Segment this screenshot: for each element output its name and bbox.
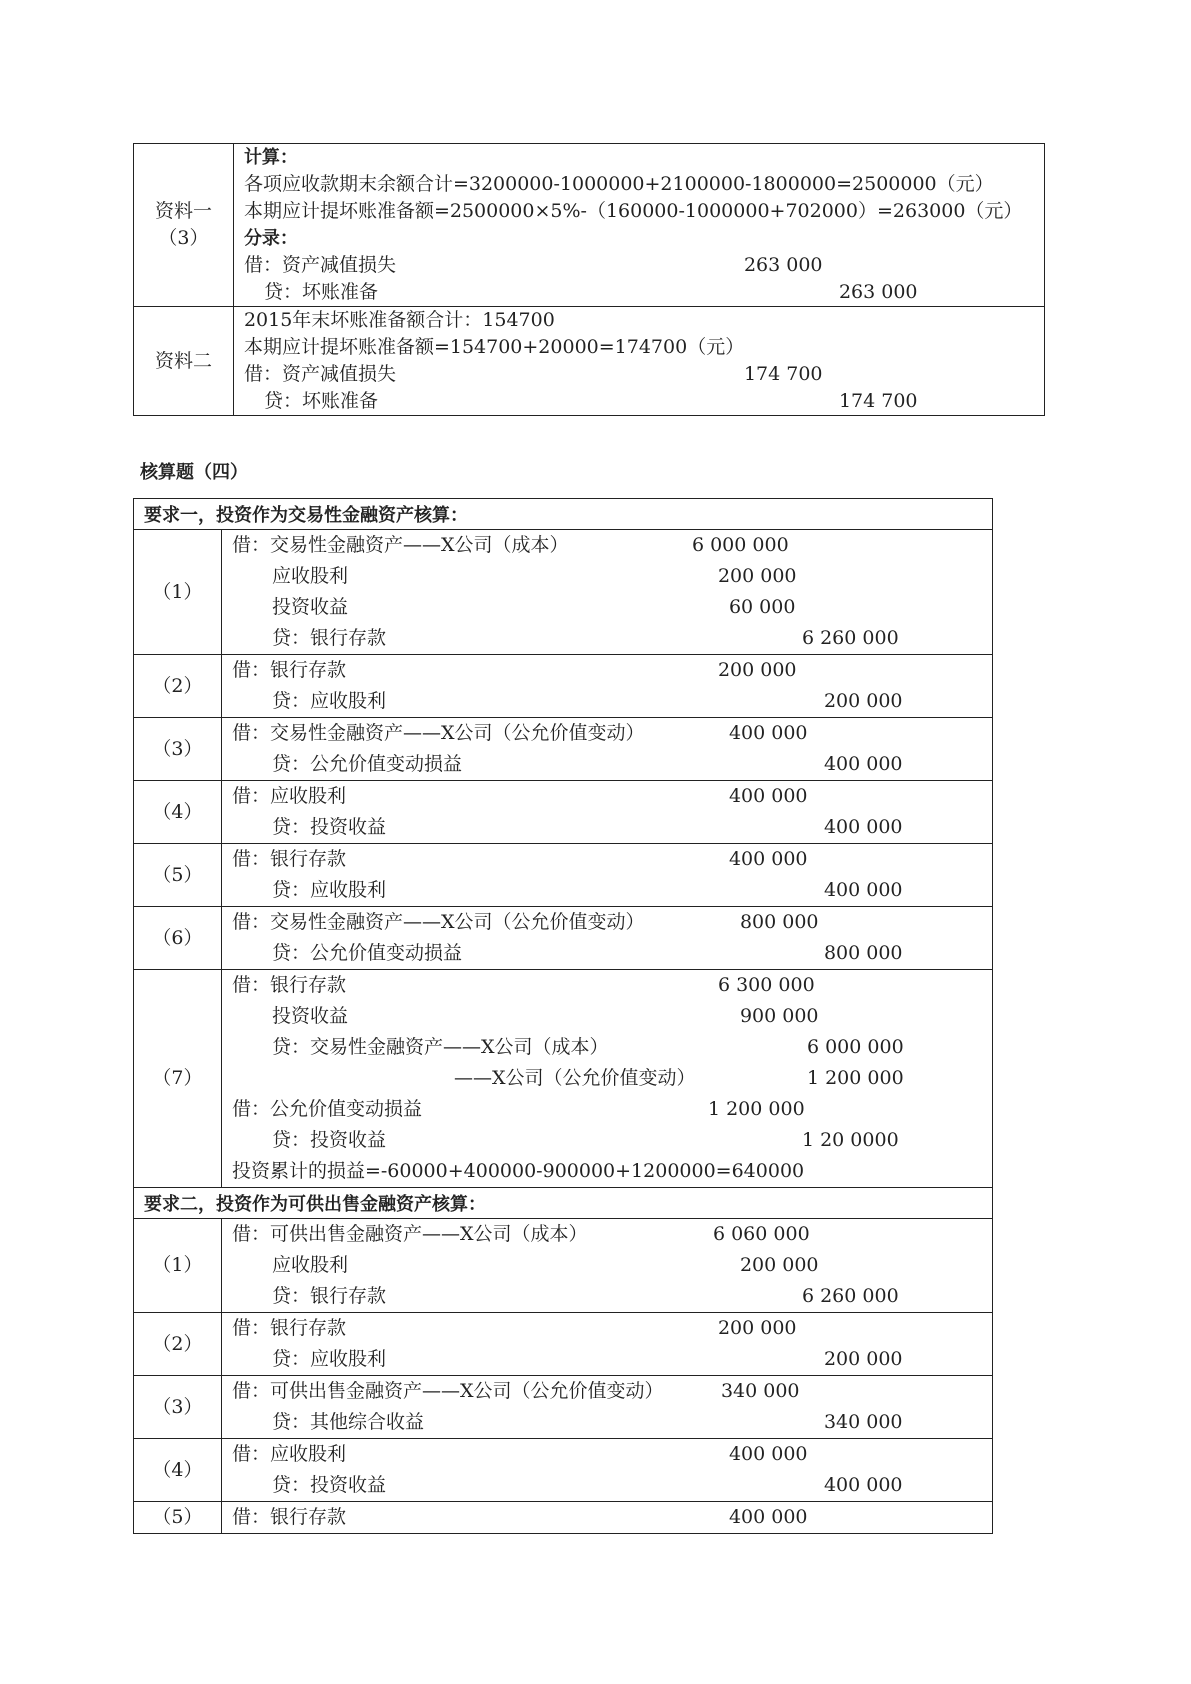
entry-amount: 174 700 xyxy=(838,390,918,412)
entry-amount: 200 000 xyxy=(739,1254,819,1276)
entry-line xyxy=(234,361,1044,388)
table-row xyxy=(134,970,993,1188)
entry-line xyxy=(222,970,992,1001)
entry-amount: 263 000 xyxy=(838,281,918,303)
table-row xyxy=(134,1376,993,1439)
row-content xyxy=(221,530,992,655)
entry-text: 借：交易性金融资产——X公司（成本） xyxy=(231,534,569,556)
entry-amount: 1 20 0000 xyxy=(801,1129,899,1151)
entry-line xyxy=(222,749,992,780)
row-content xyxy=(221,907,992,970)
entry-text: 应收股利 xyxy=(271,1254,348,1276)
entry-amount: 200 000 xyxy=(823,690,903,712)
table-row xyxy=(134,718,993,781)
entry-line xyxy=(222,1219,992,1250)
entry-text: 贷：应收股利 xyxy=(271,1348,386,1370)
entry-text: 借：银行存款 xyxy=(231,974,346,996)
step-label: （2） xyxy=(134,1313,222,1376)
row-content xyxy=(221,1376,992,1439)
entry-line xyxy=(222,1094,992,1125)
step-label: （2） xyxy=(134,655,222,718)
entry-line xyxy=(222,686,992,717)
entry-line xyxy=(222,1439,992,1470)
table-row xyxy=(134,844,993,907)
entry-text: 借：银行存款 xyxy=(231,659,346,681)
table-row xyxy=(134,530,993,655)
entry-text: 投资累计的损益=-60000+400000-900000+1200000=640000 xyxy=(231,1160,805,1182)
row-content xyxy=(233,144,1044,307)
entry-text: 贷：公允价值变动损益 xyxy=(271,942,462,964)
entry-text: 分录： xyxy=(243,228,298,249)
entry-amount: 800 000 xyxy=(823,942,903,964)
row-content xyxy=(221,1502,992,1534)
entry-amount: 200 000 xyxy=(717,659,797,681)
row-content xyxy=(233,307,1044,416)
step-label: （1） xyxy=(134,530,222,655)
entry-line xyxy=(222,1407,992,1438)
row-label xyxy=(134,307,234,416)
table-row xyxy=(134,655,993,718)
entry-amount: 400 000 xyxy=(728,722,808,744)
entry-line xyxy=(222,1032,992,1063)
row-content xyxy=(221,1313,992,1376)
step-label: （5） xyxy=(134,844,222,907)
entry-amount: 6 300 000 xyxy=(717,974,815,996)
entry-amount: 263 000 xyxy=(743,254,823,276)
row-content xyxy=(221,844,992,907)
entry-text: 借：可供出售金融资产——X公司（公允价值变动） xyxy=(231,1380,664,1402)
entry-text: 借：交易性金融资产——X公司（公允价值变动） xyxy=(231,722,645,744)
entry-amount: 400 000 xyxy=(823,1474,903,1496)
entry-text: 借：银行存款 xyxy=(231,1317,346,1339)
entry-amount: 1 200 000 xyxy=(707,1098,805,1120)
entry-line xyxy=(222,1063,992,1094)
entry-line xyxy=(234,225,1044,252)
entry-line xyxy=(222,938,992,969)
requirement-header-row xyxy=(134,1188,993,1219)
step-label: （1） xyxy=(134,1219,222,1313)
entry-amount: 6 260 000 xyxy=(801,1285,899,1307)
entry-text: 借：公允价值变动损益 xyxy=(231,1098,422,1120)
section-title: 核算题（四） xyxy=(140,462,248,483)
entry-text: 借：可供出售金融资产——X公司（成本） xyxy=(231,1223,588,1245)
requirement-header-row xyxy=(134,499,993,530)
entry-text: 计算： xyxy=(243,147,298,168)
entry-line xyxy=(222,1250,992,1281)
entry-text: 贷：坏账准备 xyxy=(263,390,378,412)
journal-entry-table xyxy=(133,498,993,1534)
entry-text: 贷：银行存款 xyxy=(271,1285,386,1307)
entry-amount: 60 000 xyxy=(728,596,796,618)
step-label: （5） xyxy=(134,1502,222,1534)
entry-amount: 400 000 xyxy=(728,1506,808,1528)
row-content xyxy=(221,970,992,1188)
entry-amount: 800 000 xyxy=(739,911,819,933)
entry-text: 贷：投资收益 xyxy=(271,1474,386,1496)
step-label: （6） xyxy=(134,907,222,970)
table-row xyxy=(134,1502,993,1534)
entry-line xyxy=(234,144,1044,171)
requirement-header: 要求一，投资作为交易性金融资产核算： xyxy=(134,499,993,530)
entry-amount: 400 000 xyxy=(823,753,903,775)
entry-amount: 400 000 xyxy=(728,785,808,807)
entry-line xyxy=(222,592,992,623)
step-label: （4） xyxy=(134,1439,222,1502)
entry-line xyxy=(222,1502,992,1533)
entry-text: 本期应计提坏账准备额=154700+20000=174700（元） xyxy=(243,336,745,358)
entry-line xyxy=(234,198,1044,225)
row-label xyxy=(134,144,234,307)
table-row xyxy=(134,307,1045,416)
entry-text: 贷：其他综合收益 xyxy=(271,1411,424,1433)
bad-debt-table xyxy=(133,143,1045,416)
table-row xyxy=(134,144,1045,307)
entry-line xyxy=(222,718,992,749)
step-label: （3） xyxy=(134,718,222,781)
entry-line xyxy=(234,388,1044,415)
entry-line xyxy=(222,875,992,906)
entry-text: 贷：公允价值变动损益 xyxy=(271,753,462,775)
table-row xyxy=(134,1219,993,1313)
entry-line xyxy=(222,1001,992,1032)
entry-line xyxy=(222,530,992,561)
entry-text: 投资收益 xyxy=(271,596,348,618)
requirement-header: 要求二，投资作为可供出售金融资产核算： xyxy=(134,1188,993,1219)
entry-line xyxy=(222,1281,992,1312)
entry-line xyxy=(222,1344,992,1375)
row-label-line: 资料一 xyxy=(154,200,212,222)
row-label-line: 资料二 xyxy=(154,349,212,372)
entry-amount: 6 260 000 xyxy=(801,627,899,649)
entry-text: 各项应收款期末余额合计=3200000-1000000+2100000-1800000=2500000（元） xyxy=(243,173,994,195)
entry-line xyxy=(222,1156,992,1187)
entry-line xyxy=(222,1125,992,1156)
entry-text: 借：资产减值损失 xyxy=(243,254,396,276)
entry-text: 贷：投资收益 xyxy=(271,1129,386,1151)
table-row xyxy=(134,907,993,970)
entry-line xyxy=(222,812,992,843)
entry-text: 贷：银行存款 xyxy=(271,627,386,649)
entry-amount: 200 000 xyxy=(823,1348,903,1370)
entry-text: 贷：应收股利 xyxy=(271,879,386,901)
entry-amount: 340 000 xyxy=(823,1411,903,1433)
entry-line xyxy=(234,307,1044,334)
step-label: （3） xyxy=(134,1376,222,1439)
entry-text: 贷：坏账准备 xyxy=(263,281,378,303)
row-label-line: （3） xyxy=(158,227,209,249)
entry-amount: 200 000 xyxy=(717,565,797,587)
entry-line xyxy=(222,1376,992,1407)
entry-text: 借：交易性金融资产——X公司（公允价值变动） xyxy=(231,911,645,933)
entry-line xyxy=(222,907,992,938)
entry-amount: 900 000 xyxy=(739,1005,819,1027)
entry-text: 借：应收股利 xyxy=(231,785,346,807)
entry-line xyxy=(222,844,992,875)
entry-text: 借：银行存款 xyxy=(231,1506,346,1528)
entry-amount: 340 000 xyxy=(720,1380,800,1402)
row-content xyxy=(221,718,992,781)
entry-text: 借：应收股利 xyxy=(231,1443,346,1465)
entry-line xyxy=(234,171,1044,198)
entry-line xyxy=(222,781,992,812)
entry-line xyxy=(234,279,1044,306)
entry-text: 贷：应收股利 xyxy=(271,690,386,712)
row-content xyxy=(221,1439,992,1502)
entry-amount: 400 000 xyxy=(823,879,903,901)
entry-text: 应收股利 xyxy=(271,565,348,587)
table-row xyxy=(134,1439,993,1502)
row-content xyxy=(221,1219,992,1313)
step-label: （7） xyxy=(134,970,222,1188)
entry-amount: 1 200 000 xyxy=(806,1067,904,1089)
entry-amount: 6 060 000 xyxy=(712,1223,810,1245)
entry-text: 投资收益 xyxy=(271,1005,348,1027)
entry-line xyxy=(222,1470,992,1501)
entry-amount: 174 700 xyxy=(743,363,823,385)
step-label: （4） xyxy=(134,781,222,844)
entry-text: 贷：投资收益 xyxy=(271,816,386,838)
entry-amount: 200 000 xyxy=(717,1317,797,1339)
row-content xyxy=(221,781,992,844)
entry-line xyxy=(222,623,992,654)
entry-amount: 6 000 000 xyxy=(691,534,789,556)
table-row xyxy=(134,781,993,844)
entry-amount: 400 000 xyxy=(728,1443,808,1465)
entry-text: 借：银行存款 xyxy=(231,848,346,870)
entry-text: 贷：交易性金融资产——X公司（成本） xyxy=(271,1036,609,1058)
entry-line xyxy=(222,561,992,592)
entry-text: 2015年末坏账准备额合计：154700 xyxy=(243,309,555,331)
entry-line xyxy=(222,655,992,686)
entry-amount: 6 000 000 xyxy=(806,1036,904,1058)
entry-line xyxy=(234,252,1044,279)
entry-amount: 400 000 xyxy=(823,816,903,838)
entry-amount: 400 000 xyxy=(728,848,808,870)
table-row xyxy=(134,1313,993,1376)
entry-text: 借：资产减值损失 xyxy=(243,363,396,385)
entry-line xyxy=(222,1313,992,1344)
entry-line xyxy=(234,334,1044,361)
entry-text: 本期应计提坏账准备额=2500000×5%-（160000-1000000+702000）=263000（元） xyxy=(243,200,1023,222)
row-content xyxy=(221,655,992,718)
entry-text: ——X公司（公允价值变动） xyxy=(453,1067,696,1089)
